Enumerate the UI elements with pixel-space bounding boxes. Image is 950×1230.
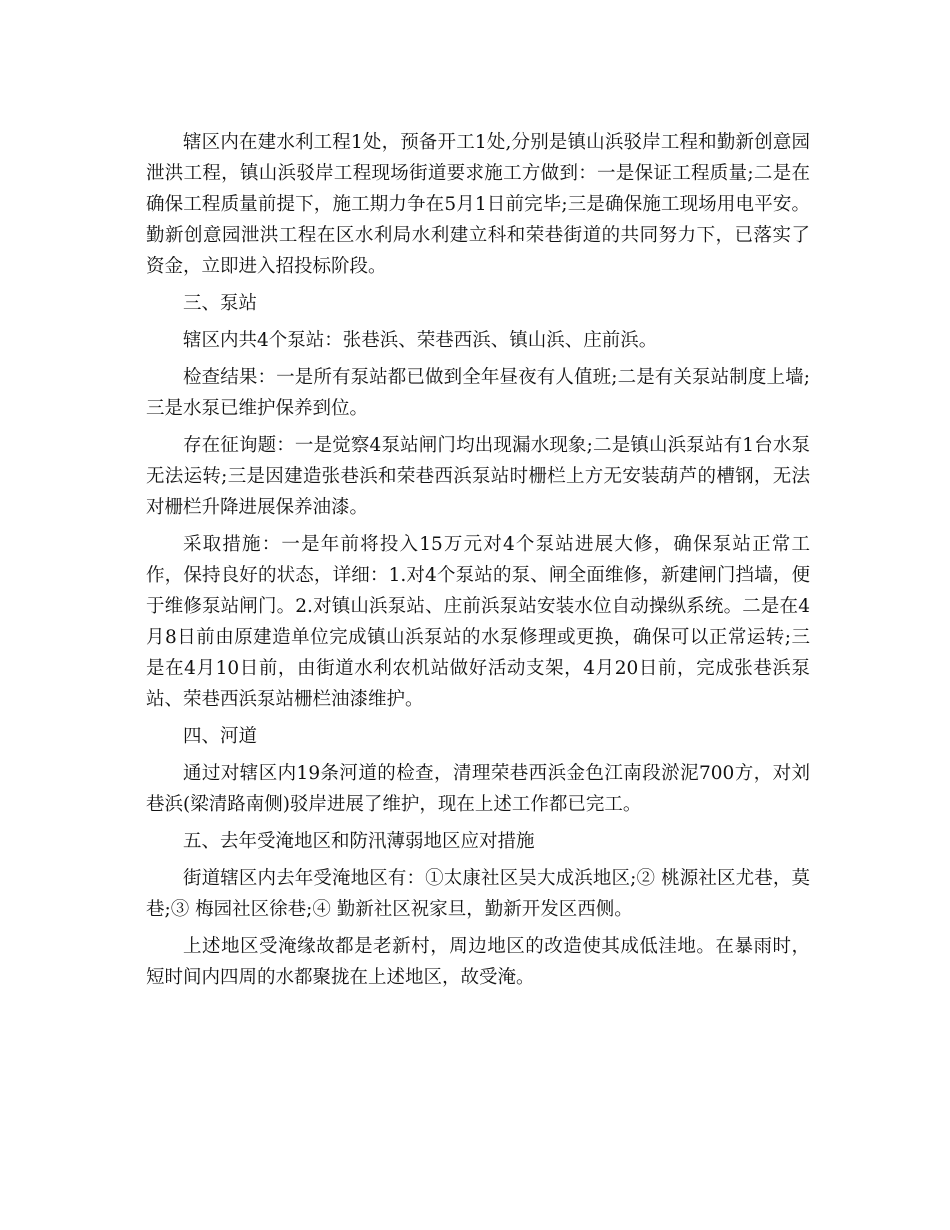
paragraph-measures: 采取措施：一是年前将投入15万元对4个泵站进展大修，确保泵站正常工作，保持良好的状态，详细：1.对4个泵站的泵、闸全面维修，新建闸门挡墙，便于维修泵站闸门。2.对镇山浜泵站、庄前浜泵站安装水位自动操纵系统。二是在4月8日前由原建造单位完成镇山浜泵站的水泵修理或更换，确保可以正常运转;三是在4月10日前，由街道水利农机站做好活动支架，4月20日前，完成张巷浜泵站、荣巷西浜泵站栅栏油漆维护。 [146, 534, 810, 710]
paragraph-pump-station-list: 辖区内共4个泵站：张巷浜、荣巷西浜、镇山浜、庄前浜。 [183, 330, 658, 351]
section-heading-flooded-areas: 五、去年受淹地区和防汛薄弱地区应对措施 [183, 831, 535, 852]
paragraph-inspection-results: 检查结果：一是所有泵站都已做到全年昼夜有人值班;二是有关泵站制度上墙;三是水泵已维护保养到位。 [146, 367, 810, 419]
paragraph-construction: 辖区内在建水利工程1处，预备开工1处,分别是镇山浜驳岸工程和勤新创意园泄洪工程，镇山浜驳岸工程现场街道要求施工方做到：一是保证工程质量;二是在确保工程质量前提下，施工期力争在5月1日前完毕;三是确保施工现场用电平安。勤新创意园泄洪工程在区水利局水利建立科和荣巷街道的共同努力下，已落实了资金，立即进入招投标阶段。 [146, 132, 810, 277]
paragraph-existing-problems: 存在征询题：一是觉察4泵站闸门均出现漏水现象;二是镇山浜泵站有1台水泵无法运转;三是因建造张巷浜和荣巷西浜泵站时栅栏上方无安装葫芦的槽钢，无法对栅栏升降进展保养油漆。 [146, 435, 810, 518]
section-heading-pump-stations: 三、泵站 [183, 293, 258, 314]
paragraph-flood-causes: 上述地区受淹缘故都是老新村，周边地区的改造使其成低洼地。在暴雨时，短时间内四周的水都聚拢在上述地区，故受淹。 [146, 936, 810, 988]
paragraph-flooded-areas-list: 街道辖区内去年受淹地区有：①太康社区吴大成浜地区;② 桃源社区尤巷，莫巷;③ 梅园社区徐巷;④ 勤新社区祝家旦，勤新开发区西侧。 [146, 868, 810, 920]
document-body [146, 127, 810, 999]
paragraph-river-inspection: 通过对辖区内19条河道的检查，清理荣巷西浜金色江南段淤泥700方，对刘巷浜(梁清路南侧)驳岸进展了维护，现在上述工作都已完工。 [146, 763, 810, 815]
section-heading-rivers: 四、河道 [183, 726, 258, 747]
